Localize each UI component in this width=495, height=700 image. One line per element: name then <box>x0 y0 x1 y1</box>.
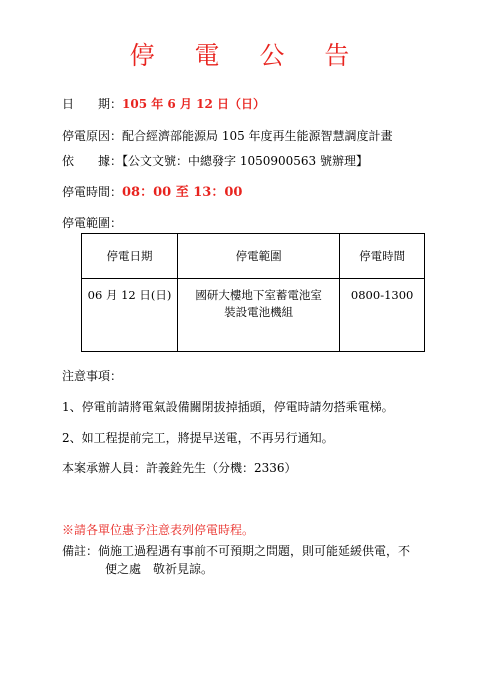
reason-line <box>62 128 393 144</box>
remark-line <box>62 543 410 559</box>
cell-time: 0800-1300 <box>340 279 425 352</box>
cell-area-text: 國研大樓地下室蓄電池室裝設電池機組 <box>195 288 322 319</box>
date-label: 日 期： <box>62 97 123 111</box>
reason-label: 停電原因： <box>62 129 123 143</box>
remark-text-1: 倘施工過程遇有事前不可預期之問題，則可能延緩供電，不 <box>98 544 411 558</box>
basis-value: 【公文文號：中總發字 1050900563 號辦理】 <box>122 154 368 168</box>
date-line <box>62 96 265 112</box>
date-value: 105 年 6 月 12 日（日） <box>122 97 266 111</box>
notes-label: 注意事項： <box>62 369 123 383</box>
page-title: 停 電 公 告 <box>129 41 366 70</box>
time-label: 停電時間： <box>62 185 123 199</box>
contact-line: 本案承辦人員：許義銓先生（分機：2336） <box>62 461 297 475</box>
table-row <box>82 279 425 352</box>
reason-value: 配合經濟部能源局 105 年度再生能源智慧調度計畫 <box>122 129 393 143</box>
cell-date: 06 月 12 日(日) <box>82 279 178 352</box>
basis-label: 依 據： <box>62 154 123 168</box>
scope-label: 停電範圍： <box>62 216 123 230</box>
header-time: 停電時間 <box>340 234 425 279</box>
warning-line: ※請各單位惠予注意表列停電時程。 <box>62 523 255 537</box>
note-item: 2、如工程提前完工，將提早送電，不再另行通知。 <box>62 431 334 445</box>
cell-area <box>178 279 340 352</box>
remark-continuation: 便之處 敬祈見諒。 <box>105 562 214 576</box>
outage-table <box>81 233 425 352</box>
time-line <box>62 184 242 201</box>
header-date: 停電日期 <box>82 234 178 279</box>
time-value: 08：00 至 13：00 <box>122 185 243 200</box>
table-header-row <box>82 234 425 279</box>
basis-line <box>62 153 368 169</box>
header-area: 停電範圍 <box>178 234 340 279</box>
note-item: 1、停電前請將電氣設備關閉拔掉插頭，停電時請勿搭乘電梯。 <box>62 400 394 414</box>
remark-label: 備註： <box>62 544 99 558</box>
